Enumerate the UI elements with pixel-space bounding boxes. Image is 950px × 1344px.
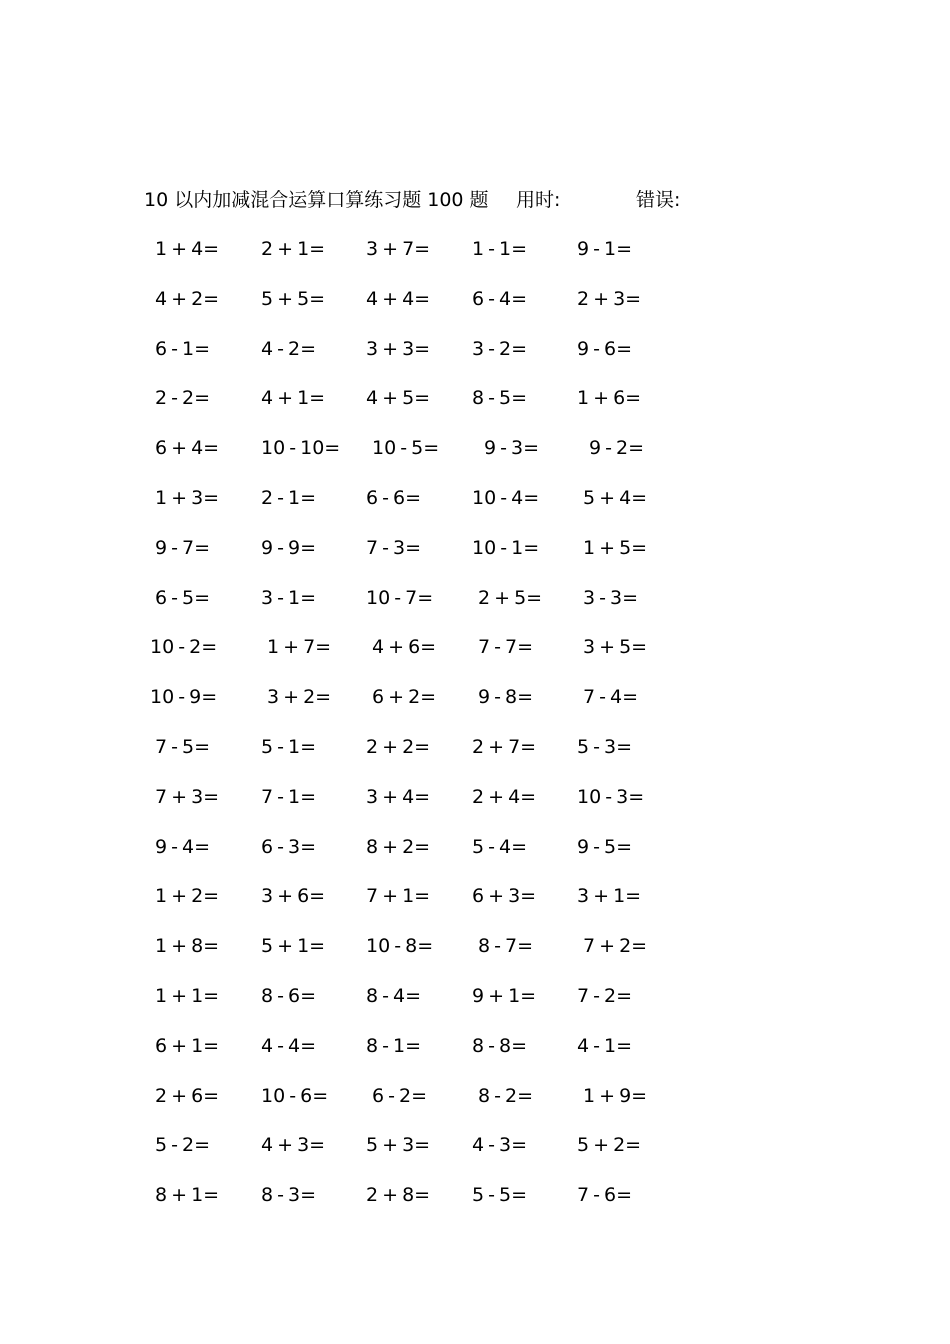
problem-row — [0, 1129, 950, 1179]
problem-item: 7 - 6= — [577, 1184, 633, 1207]
problem-item: 10 - 8= — [366, 935, 434, 958]
problem-row — [0, 283, 950, 333]
problem-item: 10 - 2= — [150, 636, 218, 659]
problem-item: 8 - 2= — [478, 1084, 534, 1107]
problem-row — [0, 1080, 950, 1130]
problem-item: 6 + 2= — [372, 686, 437, 709]
problem-item: 4 + 2= — [155, 287, 220, 310]
problem-item: 6 + 1= — [155, 1034, 220, 1057]
problem-item: 2 - 2= — [155, 387, 211, 410]
problem-item: 7 - 2= — [577, 984, 633, 1007]
problem-item: 4 - 1= — [577, 1034, 633, 1057]
problem-item: 3 + 2= — [267, 686, 332, 709]
problem-item: 9 - 7= — [155, 536, 211, 559]
problem-item: 6 - 3= — [261, 835, 317, 858]
problem-item: 5 - 1= — [261, 735, 317, 758]
problem-item: 3 + 4= — [366, 785, 431, 808]
problem-item: 6 - 6= — [366, 486, 422, 509]
problem-item: 8 - 5= — [472, 387, 528, 410]
problem-item: 2 + 5= — [478, 586, 543, 609]
problem-item: 2 + 1= — [261, 238, 326, 260]
problem-item: 6 - 5= — [155, 586, 211, 609]
problem-item: 4 - 2= — [261, 337, 317, 360]
problem-item: 7 - 4= — [583, 686, 639, 709]
problem-row — [0, 781, 950, 831]
problem-row — [0, 880, 950, 930]
problem-item: 2 + 8= — [366, 1184, 431, 1207]
problem-item: 3 - 2= — [472, 337, 528, 360]
problem-item: 10 - 9= — [150, 686, 218, 709]
problem-item: 7 + 2= — [583, 935, 648, 958]
problem-item: 6 - 4= — [472, 287, 528, 310]
problem-item: 10 - 6= — [261, 1084, 329, 1107]
problem-item: 5 + 3= — [366, 1134, 431, 1157]
problem-item: 10 - 7= — [366, 586, 434, 609]
problem-item: 3 + 6= — [261, 885, 326, 908]
problem-item: 1 - 1= — [472, 238, 528, 260]
problem-item: 4 - 4= — [261, 1034, 317, 1057]
problem-item: 1 + 9= — [583, 1084, 648, 1107]
problem-item: 10 - 10= — [261, 437, 341, 460]
problem-item: 2 + 4= — [472, 785, 537, 808]
problem-item: 9 - 6= — [577, 337, 633, 360]
problem-item: 2 - 1= — [261, 486, 317, 509]
problem-item: 1 + 2= — [155, 885, 220, 908]
problem-row — [0, 681, 950, 731]
problem-row — [0, 582, 950, 632]
problem-item: 1 + 6= — [577, 387, 642, 410]
worksheet-title: 10 以内加减混合运算口算练习题 100 题 — [144, 189, 489, 211]
problem-item: 10 - 5= — [372, 437, 440, 460]
problem-item: 1 + 3= — [155, 486, 220, 509]
problem-row — [0, 333, 950, 383]
problem-item: 4 + 5= — [366, 387, 431, 410]
problem-item: 3 + 5= — [583, 636, 648, 659]
problem-row — [0, 831, 950, 881]
problem-item: 4 + 6= — [372, 636, 437, 659]
problem-item: 4 + 1= — [261, 387, 326, 410]
problem-item: 9 - 5= — [577, 835, 633, 858]
problem-row — [0, 731, 950, 781]
problem-item: 2 + 2= — [366, 735, 431, 758]
problem-item: 4 + 3= — [261, 1134, 326, 1157]
time-used-label: 用时: — [516, 189, 561, 211]
problem-item: 1 + 1= — [155, 984, 220, 1007]
problem-item: 4 + 4= — [366, 287, 431, 310]
problem-item: 9 - 1= — [577, 238, 633, 260]
problem-item: 7 - 3= — [366, 536, 422, 559]
problem-item: 2 + 6= — [155, 1084, 220, 1107]
problem-item: 3 - 3= — [583, 586, 639, 609]
problem-row — [0, 482, 950, 532]
problem-item: 5 + 4= — [583, 486, 648, 509]
problem-row — [0, 1179, 950, 1229]
problem-row — [0, 980, 950, 1030]
problem-item: 10 - 1= — [472, 536, 540, 559]
problem-item: 8 + 1= — [155, 1184, 220, 1207]
problem-item: 9 - 3= — [484, 437, 540, 460]
problem-item: 6 + 3= — [472, 885, 537, 908]
problem-row — [0, 631, 950, 681]
problem-item: 3 + 1= — [577, 885, 642, 908]
problem-item: 6 + 4= — [155, 437, 220, 460]
problem-item: 2 + 3= — [577, 287, 642, 310]
problem-item: 8 - 3= — [261, 1184, 317, 1207]
problem-item: 1 + 7= — [267, 636, 332, 659]
problem-row — [0, 233, 950, 283]
problem-item: 5 - 4= — [472, 835, 528, 858]
problem-item: 5 - 2= — [155, 1134, 211, 1157]
problem-item: 9 - 2= — [589, 437, 645, 460]
problem-item: 5 - 5= — [472, 1184, 528, 1207]
problem-item: 9 - 9= — [261, 536, 317, 559]
problem-item: 8 - 8= — [472, 1034, 528, 1057]
problem-row — [0, 432, 950, 482]
problem-item: 10 - 4= — [472, 486, 540, 509]
problem-item: 9 - 4= — [155, 835, 211, 858]
problem-item: 5 + 5= — [261, 287, 326, 310]
problem-grid — [0, 233, 950, 1229]
problem-item: 3 + 3= — [366, 337, 431, 360]
problem-item: 8 + 2= — [366, 835, 431, 858]
problem-item: 8 - 1= — [366, 1034, 422, 1057]
problem-item: 3 - 1= — [261, 586, 317, 609]
problem-item: 3 + 7= — [366, 238, 431, 260]
problem-item: 4 - 3= — [472, 1134, 528, 1157]
problem-item: 6 - 2= — [372, 1084, 428, 1107]
problem-row — [0, 532, 950, 582]
problem-row — [0, 930, 950, 980]
problem-item: 9 - 8= — [478, 686, 534, 709]
problem-item: 8 - 6= — [261, 984, 317, 1007]
problem-item: 2 + 7= — [472, 735, 537, 758]
problem-item: 5 + 2= — [577, 1134, 642, 1157]
problem-item: 7 + 3= — [155, 785, 220, 808]
problem-item: 7 - 7= — [478, 636, 534, 659]
problem-item: 5 - 3= — [577, 735, 633, 758]
error-count-label: 错误: — [636, 189, 681, 211]
problem-item: 1 + 4= — [155, 238, 220, 260]
problem-item: 8 - 7= — [478, 935, 534, 958]
problem-item: 1 + 5= — [583, 536, 648, 559]
problem-item: 9 + 1= — [472, 984, 537, 1007]
problem-item: 7 - 1= — [261, 785, 317, 808]
problem-row — [0, 1030, 950, 1080]
problem-item: 5 + 1= — [261, 935, 326, 958]
problem-item: 7 - 5= — [155, 735, 211, 758]
problem-item: 10 - 3= — [577, 785, 645, 808]
problem-item: 8 - 4= — [366, 984, 422, 1007]
problem-row — [0, 382, 950, 432]
problem-item: 7 + 1= — [366, 885, 431, 908]
problem-item: 6 - 1= — [155, 337, 211, 360]
problem-item: 1 + 8= — [155, 935, 220, 958]
